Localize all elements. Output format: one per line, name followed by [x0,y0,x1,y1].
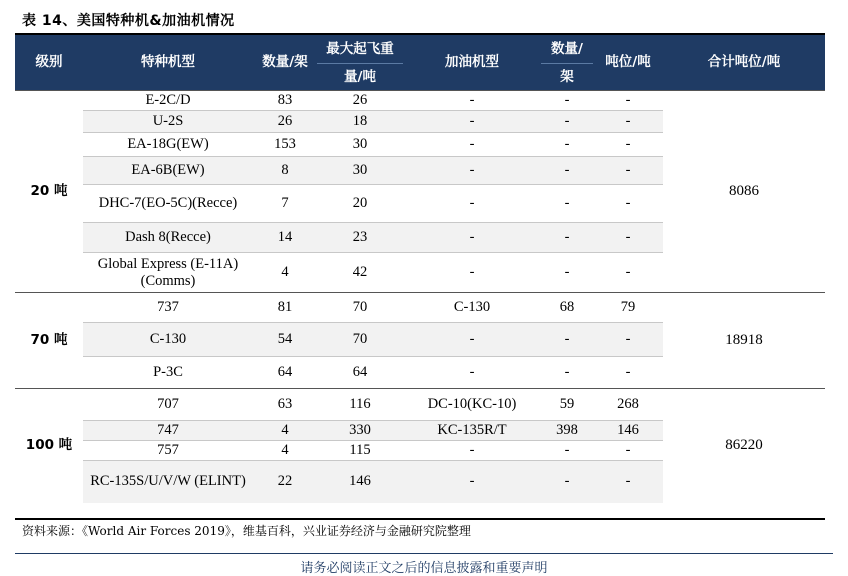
tanker-model-cell: KC-135R/T [403,421,541,441]
model-cell: EA-18G(EW) [83,133,253,157]
table-row [15,293,825,323]
tanker-count-cell: 68 [541,293,593,323]
level-cell: 20 吨 [15,91,83,293]
tanker-count-cell: - [541,461,593,503]
count-cell: 22 [253,461,317,503]
tanker-model-cell: DC-10(KC-10) [403,389,541,421]
count-cell: 63 [253,389,317,421]
header-special-model: 特种机型 [83,35,253,91]
mtow-cell: 30 [317,133,403,157]
tonnage-cell: - [593,223,663,253]
mtow-cell: 330 [317,421,403,441]
tanker-count-cell: - [541,223,593,253]
tonnage-cell: - [593,185,663,223]
count-cell: 64 [253,357,317,389]
disclaimer-footer: 请务必阅读正文之后的信息披露和重要声明 [300,561,548,576]
mtow-cell: 23 [317,223,403,253]
count-cell: 4 [253,253,317,293]
tonnage-cell: - [593,91,663,111]
tonnage-cell: - [593,133,663,157]
model-cell: E-2C/D [83,91,253,111]
model-cell: C-130 [83,323,253,357]
tanker-model-cell: - [403,223,541,253]
header-tanker-count: 数量/ [541,35,593,64]
mtow-cell: 70 [317,323,403,357]
tanker-model-cell: - [403,323,541,357]
mtow-cell: 20 [317,185,403,223]
tanker-count-cell: - [541,133,593,157]
header-tonnage: 吨位/吨 [593,35,663,91]
tanker-model-cell: - [403,253,541,293]
footer-rule [15,553,833,554]
tonnage-cell: - [593,253,663,293]
model-cell: Global Express (E-11A)(Comms) [83,253,253,293]
model-cell: EA-6B(EW) [83,157,253,185]
mtow-cell: 26 [317,91,403,111]
mtow-cell: 42 [317,253,403,293]
mtow-cell: 116 [317,389,403,421]
tanker-count-cell: - [541,253,593,293]
header-tanker-count-unit: 架 [541,64,593,91]
tanker-model-cell: - [403,185,541,223]
mtow-cell: 146 [317,461,403,503]
count-cell: 81 [253,293,317,323]
total-tonnage-cell: 86220 [663,389,825,503]
tanker-count-cell: 59 [541,389,593,421]
model-cell: RC-135S/U/V/W (ELINT) [83,461,253,503]
model-cell: Dash 8(Recce) [83,223,253,253]
tanker-count-cell: - [541,157,593,185]
level-cell: 100 吨 [15,389,83,503]
table-row [15,389,825,421]
count-cell: 14 [253,223,317,253]
model-cell: DHC-7(EO-5C)(Recce) [83,185,253,223]
model-cell: U-2S [83,111,253,133]
source-note: 资料来源：《World Air Forces 2019》，维基百科，兴业证券经济与金融研究院整理 [22,524,471,538]
tanker-model-cell: - [403,157,541,185]
count-cell: 8 [253,157,317,185]
tanker-model-cell: - [403,461,541,503]
tanker-count-cell: - [541,185,593,223]
tanker-model-cell: - [403,133,541,157]
table-row [15,91,825,111]
tanker-model-cell: - [403,357,541,389]
tonnage-cell: - [593,157,663,185]
count-cell: 153 [253,133,317,157]
tanker-model-cell: - [403,111,541,133]
tonnage-cell: 268 [593,389,663,421]
tonnage-cell: - [593,357,663,389]
header-mtow: 最大起飞重 [317,35,403,64]
mtow-cell: 64 [317,357,403,389]
count-cell: 4 [253,441,317,461]
header-tanker-model: 加油机型 [403,35,541,91]
total-tonnage-cell: 8086 [663,91,825,293]
mtow-cell: 18 [317,111,403,133]
model-cell: 757 [83,441,253,461]
tanker-count-cell: - [541,91,593,111]
mtow-cell: 115 [317,441,403,461]
tanker-count-cell: - [541,111,593,133]
total-tonnage-cell: 18918 [663,293,825,389]
tanker-count-cell: 398 [541,421,593,441]
model-cell: 737 [83,293,253,323]
tanker-model-cell: - [403,91,541,111]
header-total-tonnage: 合计吨位/吨 [663,35,825,91]
model-cell: 747 [83,421,253,441]
header-mtow-unit: 量/吨 [317,64,403,91]
tonnage-cell: - [593,441,663,461]
count-cell: 7 [253,185,317,223]
count-cell: 54 [253,323,317,357]
tanker-model-cell: C-130 [403,293,541,323]
count-cell: 26 [253,111,317,133]
table-title: 表 14、美国特种机&加油机情况 [22,13,235,29]
tonnage-cell: 146 [593,421,663,441]
mtow-cell: 30 [317,157,403,185]
tanker-count-cell: - [541,441,593,461]
tanker-count-cell: - [541,357,593,389]
tonnage-cell: - [593,323,663,357]
tanker-count-cell: - [541,323,593,357]
model-cell: P-3C [83,357,253,389]
count-cell: 83 [253,91,317,111]
model-cell: 707 [83,389,253,421]
header-count: 数量/架 [253,35,317,91]
tonnage-cell: - [593,111,663,133]
bottom-rule [15,518,825,520]
mtow-cell: 70 [317,293,403,323]
header-level: 级别 [15,35,83,91]
tonnage-cell: 79 [593,293,663,323]
tanker-model-cell: - [403,441,541,461]
count-cell: 4 [253,421,317,441]
level-cell: 70 吨 [15,293,83,389]
tonnage-cell: - [593,461,663,503]
aircraft-table [15,35,825,503]
